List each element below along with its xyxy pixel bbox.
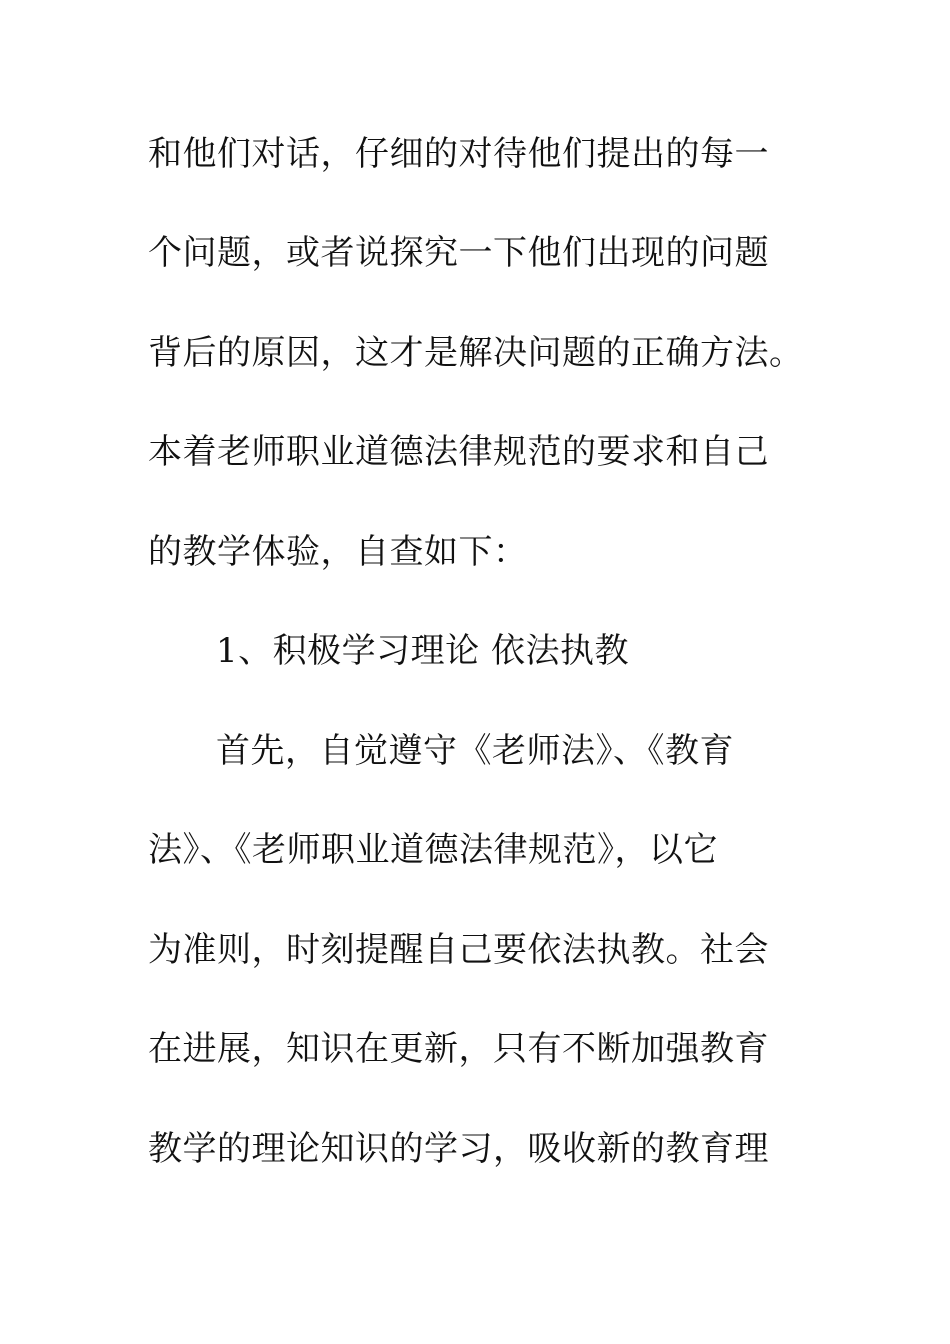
text-line: 背后的原因，这才是解决问题的正确方法。 [148,333,804,373]
text-line: 本着老师职业道德法律规范的要求和自己 [148,432,769,472]
text-line: 法》、《老师职业道德法律规范》，以它 [148,830,718,870]
text-line: 个问题，或者说探究一下他们出现的问题 [148,233,769,273]
text-line: 在进展，知识在更新，只有不断加强教育 [148,1029,769,1069]
text-line: 和他们对话，仔细的对待他们提出的每一 [148,134,769,174]
text-line: 的教学体验，自查如下： [148,532,528,572]
paragraph-first-line: 首先，自觉遵守《老师法》、《教育 [216,731,734,771]
text-line: 教学的理论知识的学习，吸收新的教育理 [148,1129,769,1169]
text-line: 为准则，时刻提醒自己要依法执教。社会 [148,930,769,970]
section-heading: 1、积极学习理论 依法执教 [216,631,629,671]
